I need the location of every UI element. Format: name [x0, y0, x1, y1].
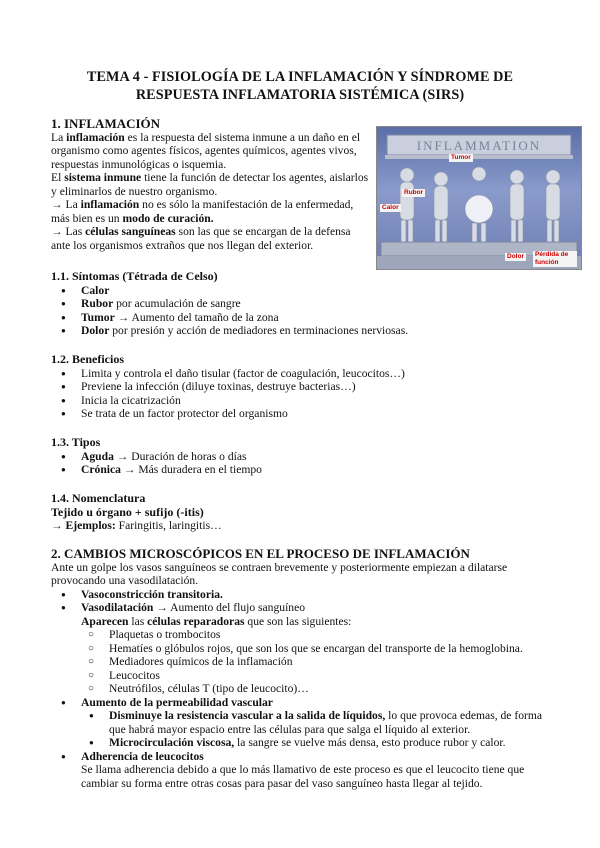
section-heading: 1.1. Síntomas (Tétrada de Celso)	[51, 269, 218, 283]
text: Faringitis, laringitis…	[115, 519, 222, 532]
text: la sangre se vuelve más densa, esto produce rubor y calor.	[234, 736, 506, 749]
list-item: ● Limita y controla el daño tisular (factor de coagulación, leucocitos…)	[51, 367, 561, 381]
bold-text: Rubor	[81, 297, 114, 310]
label-perdida-funcion: Pérdida de función	[533, 251, 577, 267]
list-item	[51, 736, 551, 750]
section-sintomas	[51, 270, 561, 338]
list-item: ● Inicia la cicatrización	[51, 394, 561, 408]
list-item	[51, 750, 551, 764]
paragraph: Ante un golpe los vasos sanguíneos se contraen brevemente y posteriormente empiezan a dilatarse provocando una vasodilatación.	[51, 560, 508, 587]
bold-text: Aguda	[81, 449, 114, 463]
text: → Duración de horas o días	[113, 449, 247, 463]
label-dolor: Dolor	[507, 253, 524, 260]
section-beneficios	[51, 353, 561, 421]
section-inflamacion	[51, 117, 369, 252]
banner-text: INFLAMMATION	[416, 138, 542, 153]
inflammation-statues-image	[376, 126, 582, 270]
list-item: ○ Mediadores químicos de la inflamación	[51, 655, 551, 669]
changes-list-3	[51, 750, 551, 764]
section-tipos	[51, 436, 561, 477]
bold-text: Crónica	[81, 463, 121, 476]
paragraph	[51, 131, 369, 172]
text: → Más duradera en el tiempo	[120, 463, 262, 476]
text: es la respuesta del sistema inmune a un daño en el organismo como agentes físicos, agentes químicos, agentes vivos, respuestas inmunológicas o isquemia.	[51, 130, 361, 171]
text: → Las	[51, 225, 86, 238]
list-item	[51, 284, 561, 298]
bold-text: Disminuye la resistencia vascular a la salida de líquidos,	[109, 709, 386, 722]
text: las	[128, 614, 148, 628]
text: → Aumento del flujo sanguíneo	[153, 601, 306, 614]
bold-text: células sanguíneas	[85, 225, 176, 238]
text: → Aumento del tamaño de la zona	[114, 310, 279, 324]
title-line-1: TEMA 4 - FISIOLOGÍA DE LA INFLAMACIÓN Y SÍNDROME DE	[86, 69, 514, 85]
paragraph	[51, 171, 369, 198]
permeability-list	[51, 709, 551, 750]
label-calor: Calor	[382, 204, 399, 211]
cells-list	[51, 628, 551, 696]
paragraph	[51, 225, 369, 252]
label-tumor: Tumor	[451, 154, 471, 161]
bold-text: modo de curación.	[122, 211, 214, 225]
section-cambios-microscopicos	[51, 547, 551, 790]
bold-text: Microcirculación viscosa,	[109, 736, 235, 749]
list-item	[51, 297, 561, 311]
bold-text: Tumor	[81, 310, 115, 324]
page-title	[40, 68, 560, 104]
bold-text: inflamación	[80, 198, 140, 211]
list-item	[51, 588, 551, 602]
bold-text: Adherencia de leucocitos	[81, 749, 204, 763]
bold-text: Vasodilatación	[81, 601, 154, 614]
list-item: ● Se trata de un factor protector del organismo	[51, 407, 561, 421]
bold-text: Vasoconstricción transitoria.	[81, 587, 223, 601]
list-item	[51, 463, 561, 477]
bold-text: Calor	[81, 283, 110, 297]
paragraph: Se llama adherencia debido a que lo más llamativo de este proceso es que el leucocito tiene que cambiar su forma entre otras cosas para pasar del vaso sanguíneo hasta llegar al tejido.	[81, 763, 525, 790]
symptoms-list	[51, 284, 561, 338]
text: tiene la función de detectar los agentes, aislarlos y eliminarlos de nuestro organismo.	[51, 171, 369, 198]
text: → La	[51, 198, 81, 211]
bold-text: sistema inmune	[64, 171, 142, 184]
list-item: ● Previene la infección (diluye toxinas, destruye bacterias…)	[51, 380, 561, 394]
text: por presión y acción de mediadores en terminaciones nerviosas.	[109, 324, 409, 337]
section-heading: 1.2. Beneficios	[51, 352, 124, 366]
list-item	[51, 696, 551, 710]
section-heading: 1.4. Nomenclatura	[51, 491, 146, 505]
text: que son las siguientes:	[244, 614, 352, 628]
list-item	[51, 450, 561, 464]
suffix-rule: Tejido u órgano + sufijo (-itis)	[51, 504, 204, 519]
text: La	[51, 130, 67, 144]
text: lo que provoca edemas, de forma que habrá mayor espacio entre las células para que salga el líquido al exterior.	[109, 709, 543, 736]
text: no es sólo la manifestación de la enfermedad, más bien es un	[51, 198, 354, 225]
bold-text: → Ejemplos:	[51, 519, 116, 532]
changes-list-2	[51, 696, 551, 710]
list-item: ○ Plaquetas o trombocitos	[51, 628, 551, 642]
list-item: ○ Neutrófilos, células T (tipo de leucocito)…	[51, 682, 551, 696]
list-item	[51, 324, 561, 338]
bold-text: Aparecen	[81, 614, 129, 628]
text: son las que se encargan de la defensa ante los organismos extraños que nos llegan del exterior.	[51, 225, 351, 252]
text: por acumulación de sangre	[113, 297, 241, 310]
label-rubor: Rubor	[404, 189, 424, 196]
bold-text: Aumento de la permeabilidad vascular	[81, 695, 273, 709]
bold-text: células reparadoras	[147, 614, 245, 628]
list-item	[51, 601, 551, 615]
list-item: ○ Leucocitos	[51, 669, 551, 683]
bold-text: Dolor	[81, 324, 110, 337]
title-line-2: RESPUESTA INFLAMATORIA SISTÉMICA (SIRS)	[135, 87, 465, 103]
reparadoras-line	[51, 615, 551, 629]
statues-illustration	[377, 127, 581, 269]
list-item: ○ Hematíes o glóbulos rojos, que son los que se encargan del transporte de la hemoglobina.	[51, 642, 551, 656]
section-heading: 1. INFLAMACIÓN	[51, 116, 161, 131]
paragraph	[51, 198, 369, 225]
examples	[51, 519, 561, 533]
section-heading: 1.3. Tipos	[51, 435, 101, 449]
bold-text: inflamación	[66, 130, 125, 144]
changes-list	[51, 588, 551, 615]
text: El	[51, 171, 65, 184]
list-item	[51, 709, 551, 736]
types-list	[51, 450, 561, 477]
benefits-list	[51, 367, 561, 421]
section-heading: 2. CAMBIOS MICROSCÓPICOS EN EL PROCESO DE INFLAMACIÓN	[51, 546, 470, 561]
list-item	[51, 311, 561, 325]
section-nomenclatura	[51, 492, 561, 533]
